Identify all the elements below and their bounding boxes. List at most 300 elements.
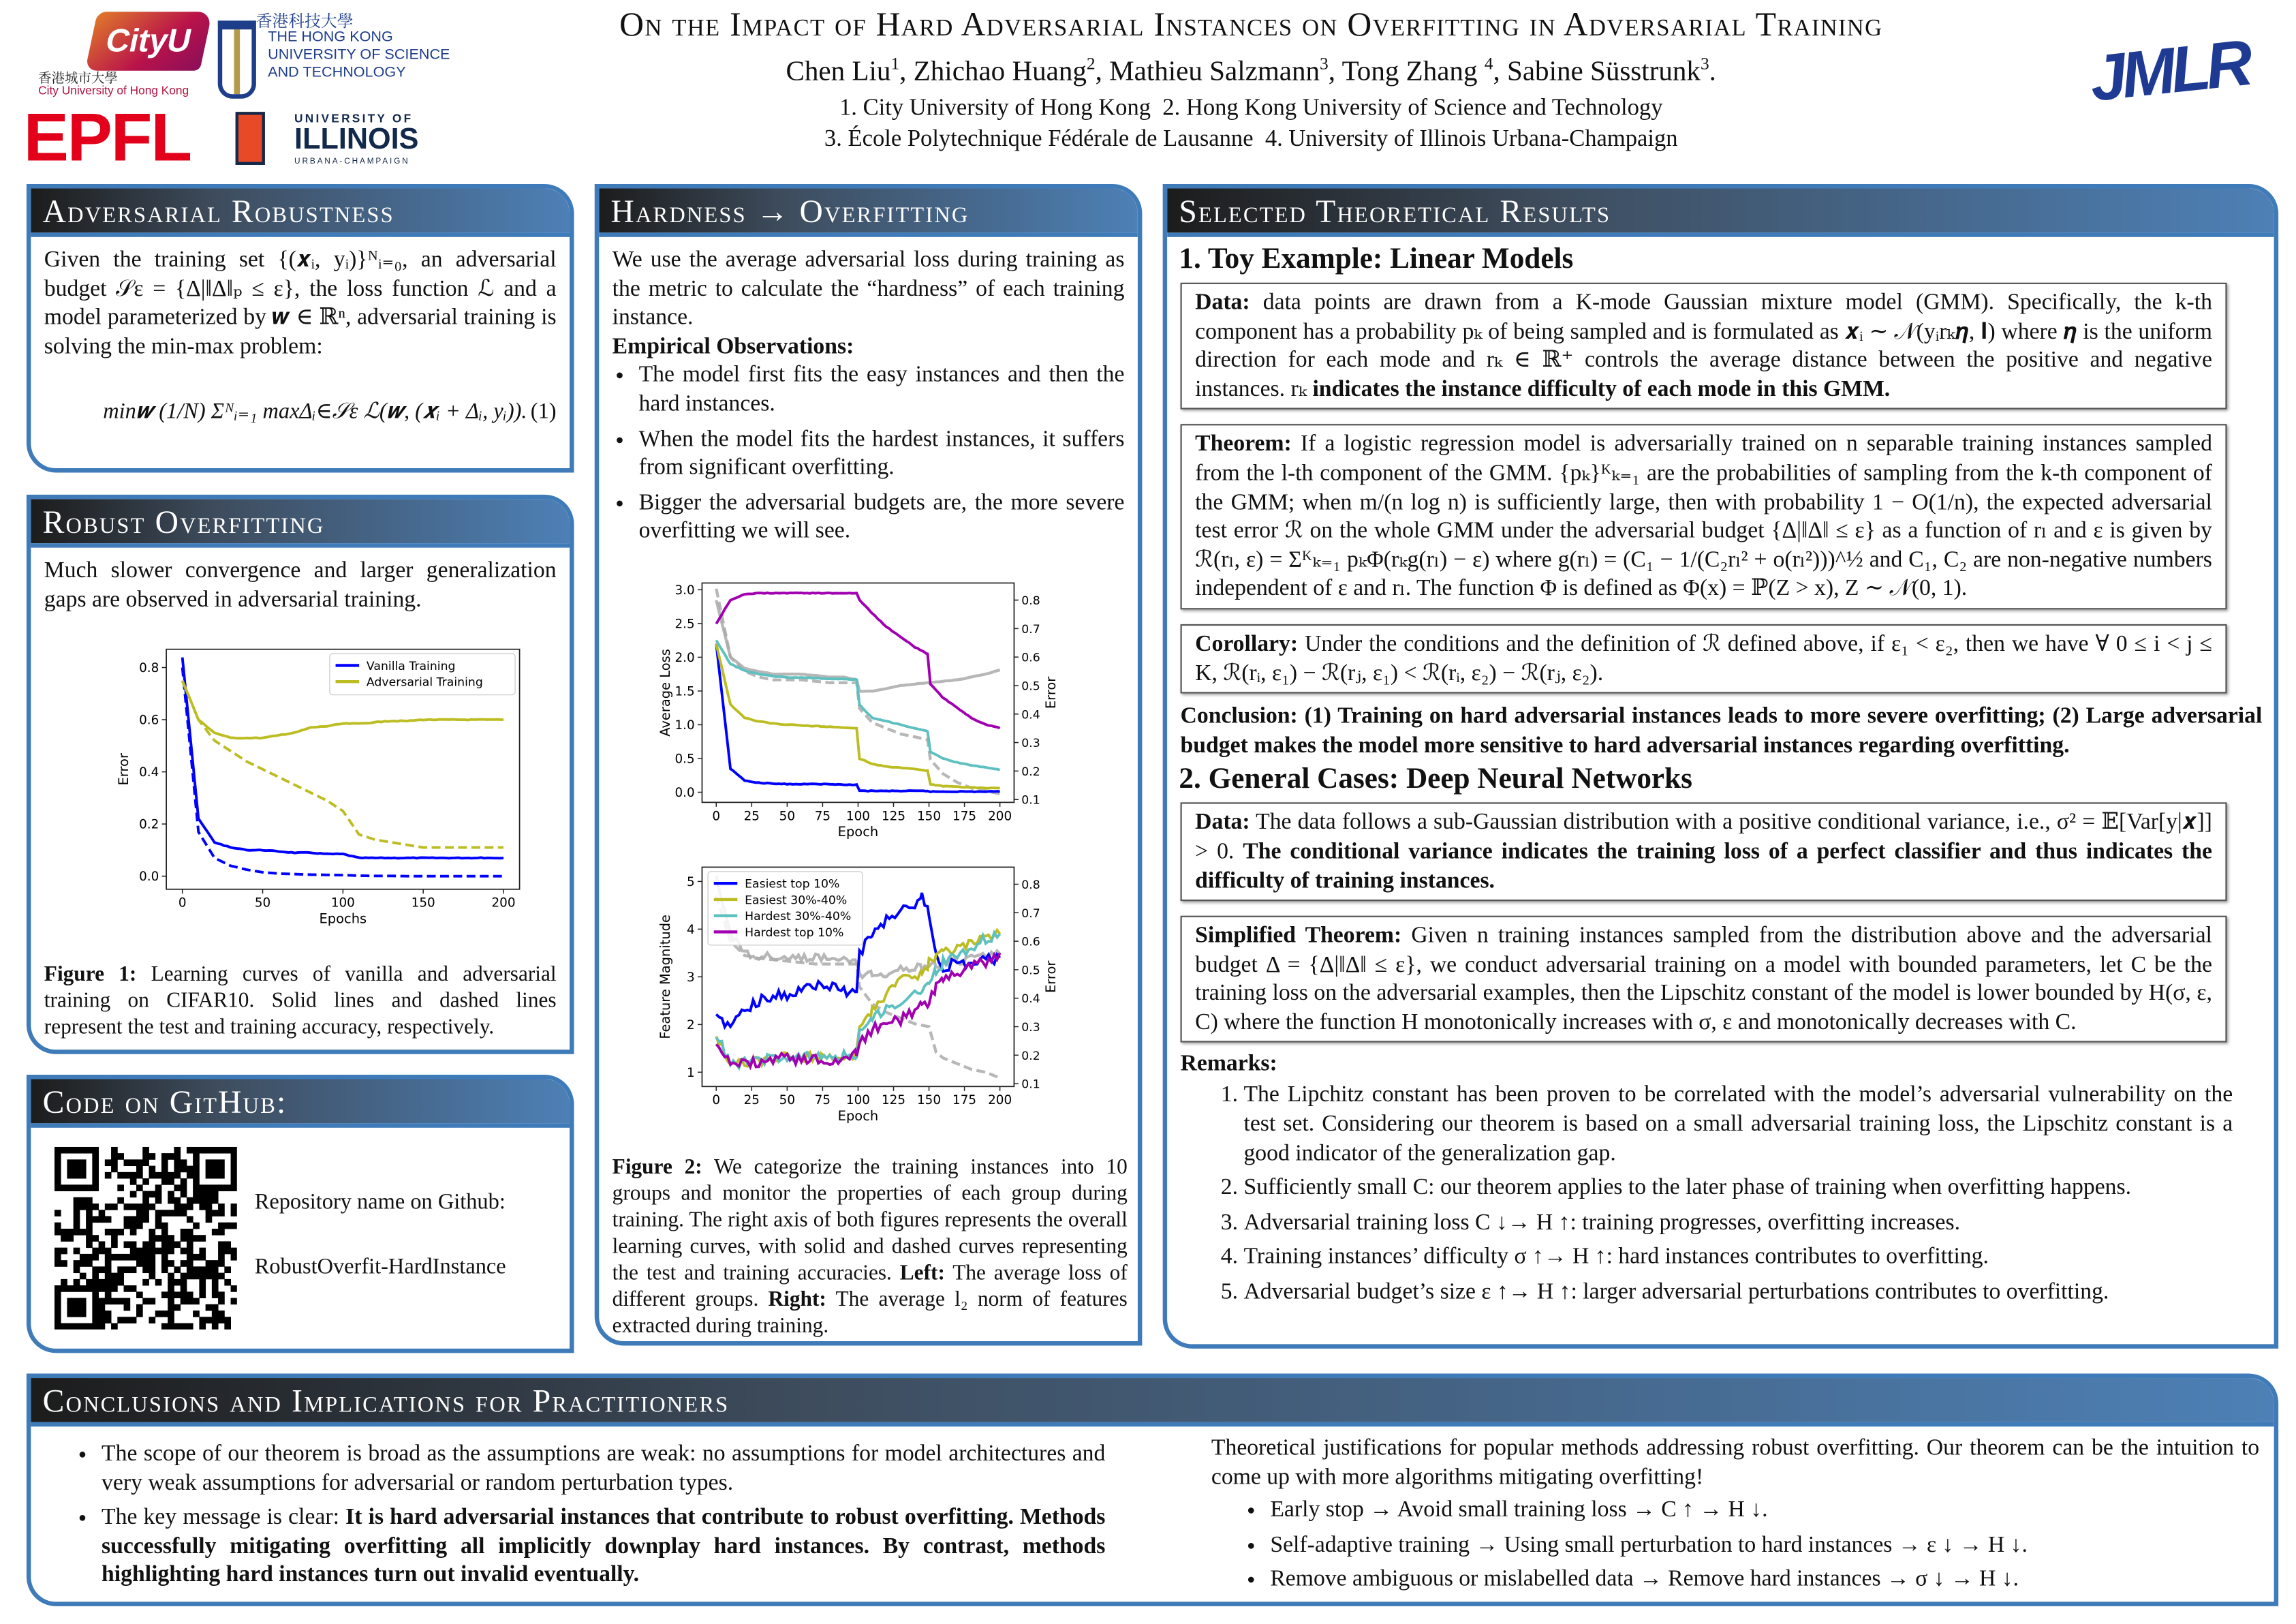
x-tick-label: 150 [917, 809, 942, 824]
qr-module [92, 1254, 99, 1261]
qr-module [181, 1178, 187, 1185]
list-item: • Self-adaptive training → Using small perturbation to hard instances → ε ↓ → H ↓. [1270, 1531, 2259, 1559]
qr-module [174, 1323, 181, 1330]
qr-module [86, 1241, 93, 1248]
qr-module [105, 1298, 112, 1305]
qr-module [142, 1159, 149, 1166]
subsection-title: 2. General Cases: Deep Neural Networks [1179, 763, 1692, 796]
qr-module [193, 1298, 200, 1305]
qr-module [92, 1172, 99, 1179]
qr-module [149, 1273, 155, 1280]
qr-module [193, 1266, 200, 1273]
qr-module [168, 1241, 174, 1248]
qr-module [99, 1285, 106, 1292]
qr-module [206, 1197, 213, 1204]
remarks-list [1194, 1082, 2233, 1307]
qr-module [181, 1260, 187, 1267]
list-item: • The model first fits the easy instances and then the hard instances. [639, 361, 1125, 419]
qr-module [187, 1291, 193, 1298]
qr-module [99, 1311, 106, 1317]
qr-module [74, 1260, 80, 1267]
qr-module [142, 1178, 149, 1185]
qr-module [218, 1229, 225, 1236]
qr-module [80, 1172, 87, 1179]
y-tick-label: 5 [686, 874, 695, 889]
qr-module [174, 1166, 181, 1173]
qr-module [212, 1197, 219, 1204]
qr-module [161, 1210, 168, 1216]
qr-module [99, 1279, 106, 1286]
qr-module [86, 1216, 93, 1223]
qr-module [155, 1235, 162, 1242]
qr-module [231, 1248, 237, 1255]
qr-module [181, 1248, 187, 1255]
qr-module [212, 1166, 219, 1173]
qr-module [105, 1317, 112, 1323]
qr-module [130, 1172, 137, 1179]
qr-module [92, 1153, 99, 1160]
qr-module [136, 1216, 143, 1223]
qr-module [231, 1178, 237, 1185]
qr-module [199, 1254, 206, 1261]
qr-module [199, 1317, 206, 1323]
qr-module [92, 1178, 99, 1185]
qr-module [124, 1216, 131, 1223]
x-tick-label: 175 [952, 809, 977, 824]
qr-module [206, 1147, 213, 1154]
qr-module [142, 1147, 149, 1154]
y-axis-label: Feature Magnitude [657, 915, 673, 1039]
legend-label: Easiest 30%-40% [745, 893, 848, 908]
qr-module [92, 1166, 99, 1173]
qr-module [199, 1291, 206, 1298]
qr-module [130, 1254, 137, 1261]
qr-module [124, 1172, 131, 1179]
qr-module [224, 1223, 231, 1229]
qr-module [168, 1191, 174, 1198]
qr-module [231, 1204, 237, 1210]
qr-module [142, 1279, 149, 1286]
qr-module [168, 1291, 174, 1298]
qr-module [74, 1147, 80, 1154]
qr-module [80, 1229, 87, 1236]
qr-module [168, 1197, 174, 1204]
legend-label: Vanilla Training [366, 659, 456, 673]
qr-module [206, 1159, 213, 1166]
observations-title: Empirical Observations: [612, 333, 854, 359]
qr-module [149, 1235, 155, 1242]
section-title: Adversarial Robustness [31, 189, 570, 237]
qr-module [231, 1159, 237, 1166]
qr-module [142, 1241, 149, 1248]
qr-module [206, 1191, 213, 1198]
list-item: • Remove ambiguous or mislabelled data → Remove hard instances → σ ↓ → H ↓. [1270, 1565, 2259, 1594]
qr-module [74, 1304, 80, 1311]
qr-module [181, 1204, 187, 1210]
list-item: • Early stop → Avoid small training loss → C ↑ → H ↓. [1270, 1496, 2259, 1525]
affiliations-line-1: 1. City University of Hong Kong 2. Hong Kong University of Science and Technology [839, 95, 1663, 121]
qr-module [74, 1285, 80, 1292]
list-item: • When the model fits the hardest instances, it suffers from significant overfitting. [639, 425, 1125, 482]
qr-module [181, 1291, 187, 1298]
x-tick-label: 100 [330, 895, 355, 910]
qr-module [74, 1323, 80, 1330]
qr-module [212, 1147, 219, 1154]
qr-module [142, 1298, 149, 1305]
qr-module [161, 1323, 168, 1330]
qr-module [174, 1241, 181, 1248]
qr-module [224, 1266, 231, 1273]
robust-overfitting-section [27, 495, 574, 1054]
qr-module [187, 1147, 193, 1154]
qr-module [111, 1204, 118, 1210]
qr-module [111, 1235, 118, 1242]
qr-module [206, 1304, 213, 1311]
qr-module [181, 1210, 187, 1216]
qr-module [218, 1317, 225, 1323]
qr-module [130, 1159, 137, 1166]
qr-module [74, 1229, 80, 1236]
qr-module [168, 1178, 174, 1185]
qr-module [92, 1317, 99, 1323]
author-list: Chen Liu$^1$, Zhichao Huang$^2$, Mathieu Salzmann$^3$, Tong Zhang $^4$, Sabine Süsstrunk$^3$. [786, 54, 1716, 88]
qr-module [74, 1210, 80, 1216]
qr-module [105, 1311, 112, 1317]
figure-2-left-chart [643, 574, 1085, 847]
qr-module [174, 1266, 181, 1273]
qr-module [193, 1178, 200, 1185]
qr-module [181, 1229, 187, 1236]
y-tick-label: 1.5 [674, 684, 695, 699]
qr-module [199, 1285, 206, 1292]
qr-module [55, 1172, 61, 1179]
qr-module [206, 1260, 213, 1267]
qr-module [136, 1291, 143, 1298]
x-tick-label: 50 [779, 1093, 796, 1108]
qr-module [86, 1254, 93, 1261]
qr-module [130, 1204, 137, 1210]
qr-module [168, 1210, 174, 1216]
qr-module [187, 1298, 193, 1305]
x-axis-label: Epochs [319, 910, 367, 927]
qr-module [80, 1204, 87, 1210]
equation-number: (1) [530, 401, 557, 425]
qr-module [55, 1260, 61, 1267]
minmax-equation-row [44, 399, 557, 428]
qr-module [92, 1216, 99, 1223]
x-tick-label: 150 [917, 1093, 942, 1108]
qr-module [80, 1184, 87, 1191]
qr-module [174, 1291, 181, 1298]
qr-module [193, 1254, 200, 1261]
qr-module [168, 1153, 174, 1160]
qr-module [117, 1317, 124, 1323]
theorem-box: Theorem: If a logistic regression model is adversarially trained on n separable training instances sampled from the l-th component of the GMM. {pₖ}ᴷₖ₌₁ are the probabilities of sampling from the k-th component of the GMM; when m/(n log n) is sufficiently large, then with probability 1 − O(1/n), the expected adversarial test error ℛ on the whole GMM under the adversarial budget {Δ|‖Δ‖ ≤ ε} as a function of rₗ and ε is given by ℛ(rₗ, ε) = Σᴷₖ₌₁ pₖΦ(rₖg(rₗ) − ε) where g(rₗ) = (C₁ − 1/(C₂rₗ² + o(rₗ²)))^½ and C₁, C₂ are non-negative numbers independent of ε and rₗ. The function Φ is defined as Φ(x) = ℙ(Z > x), Z ∼ 𝒩(0, 1). [1181, 425, 2227, 609]
qr-module [187, 1323, 193, 1330]
qr-module [136, 1210, 143, 1216]
qr-module [86, 1184, 93, 1191]
qr-module [117, 1172, 124, 1179]
qr-module [124, 1304, 131, 1311]
qr-module [231, 1210, 237, 1216]
repo-label: Repository name on Github: [254, 1191, 506, 1215]
qr-module [224, 1279, 231, 1286]
qr-module [155, 1223, 162, 1229]
qr-module [105, 1266, 112, 1273]
qr-module [67, 1304, 74, 1311]
y-tick-label: 4 [686, 922, 695, 937]
x-tick-label: 200 [988, 809, 1012, 824]
qr-module [149, 1172, 155, 1179]
qr-module [187, 1248, 193, 1255]
section-title: Code on GitHub: [31, 1079, 570, 1127]
qr-module [105, 1285, 112, 1292]
qr-module [111, 1273, 118, 1280]
qr-module [142, 1266, 149, 1273]
qr-module [212, 1266, 219, 1273]
qr-module [99, 1323, 106, 1330]
qr-module [193, 1311, 200, 1317]
qr-module [99, 1317, 106, 1323]
qr-module [174, 1147, 181, 1154]
qr-module [86, 1235, 93, 1242]
qr-module [187, 1260, 193, 1267]
qr-module [92, 1147, 99, 1154]
qr-module [155, 1279, 162, 1286]
qr-module [174, 1184, 181, 1191]
qr-module [181, 1235, 187, 1242]
y-tick-label: 2.5 [674, 617, 695, 632]
qr-module [231, 1153, 237, 1160]
qr-module [117, 1229, 124, 1236]
qr-module [187, 1197, 193, 1204]
qr-module [105, 1273, 112, 1280]
qr-module [212, 1291, 219, 1298]
qr-module [181, 1323, 187, 1330]
qr-module [149, 1260, 155, 1267]
qr-module [61, 1279, 67, 1286]
qr-module [212, 1184, 219, 1191]
qr-module [174, 1159, 181, 1166]
cityu-logo: CityU 香港城市大學 City University of Hong Kong [38, 3, 207, 100]
y-tick-label: 3.0 [674, 583, 695, 598]
code-section [27, 1075, 574, 1353]
qr-module [74, 1248, 80, 1255]
qr-module [55, 1304, 61, 1311]
qr-module [149, 1241, 155, 1248]
qr-module [111, 1153, 118, 1160]
qr-module [80, 1298, 87, 1305]
qr-module [55, 1184, 61, 1191]
qr-module [231, 1166, 237, 1173]
x-tick-label: 100 [846, 1093, 870, 1108]
qr-module [187, 1254, 193, 1261]
qr-module [117, 1197, 124, 1204]
y-tick-label: 2 [686, 1017, 695, 1032]
figure-2-caption: Figure 2: We categorize the training instances into 10 groups and monitor the properties of each group during training. The right axis of both figures represents the overall learning curves, with solid and dashed curves representing the test and training accuracies. Left: The average loss of different groups. Right: The average l₂ norm of features extracted during training. [612, 1155, 1128, 1338]
qr-module [161, 1241, 168, 1248]
qr-module [199, 1279, 206, 1286]
series-line [183, 681, 503, 848]
y-tick-label: 0.6 [139, 713, 159, 728]
qr-module [155, 1172, 162, 1179]
qr-module [161, 1254, 168, 1261]
qr-module [181, 1273, 187, 1280]
qr-module [92, 1323, 99, 1330]
qr-module [231, 1298, 237, 1305]
qr-module [218, 1273, 225, 1280]
qr-module [74, 1166, 80, 1173]
qr-module [80, 1147, 87, 1154]
qr-module [187, 1166, 193, 1173]
epfl-logo: EPFL [23, 98, 191, 176]
qr-module [168, 1172, 174, 1179]
author: Chen Liu [786, 56, 891, 88]
qr-module [212, 1260, 219, 1267]
author: Tong Zhang [1341, 56, 1478, 88]
qr-module [92, 1266, 99, 1273]
qr-module [111, 1298, 118, 1305]
qr-module [111, 1279, 118, 1286]
qr-module [193, 1184, 200, 1191]
y2-tick-label: 0.7 [1021, 906, 1040, 921]
x-axis-label: Epoch [837, 1107, 879, 1124]
x-tick-label: 0 [178, 895, 187, 910]
qr-module [212, 1210, 219, 1216]
qr-code[interactable] [55, 1147, 237, 1330]
qr-module [105, 1204, 112, 1210]
qr-module [86, 1285, 93, 1292]
qr-module [142, 1191, 149, 1198]
qr-module [212, 1229, 219, 1236]
qr-module [117, 1184, 124, 1191]
qr-module [142, 1204, 149, 1210]
qr-module [105, 1216, 112, 1223]
qr-module [86, 1210, 93, 1216]
qr-module [161, 1235, 168, 1242]
repo-name[interactable]: RobustOverfit-HardInstance [254, 1255, 506, 1280]
qr-module [161, 1153, 168, 1160]
poster-title: On the Impact of Hard Adversarial Instances on Overfitting in Adversarial Training [619, 5, 1883, 43]
list-item: 5. Adversarial budget’s size ε ↑→ H ↑: larger adversarial perturbations contributes to overfitting. [1243, 1278, 2233, 1306]
qr-module [212, 1317, 219, 1323]
qr-module [168, 1285, 174, 1292]
qr-module [136, 1254, 143, 1261]
qr-module [199, 1184, 206, 1191]
qr-module [231, 1147, 237, 1154]
qr-module [80, 1260, 87, 1267]
qr-module [142, 1216, 149, 1223]
author: Zhichao Huang [913, 56, 1087, 88]
y2-axis-label: Error [1042, 960, 1059, 994]
qr-module [161, 1260, 168, 1267]
x-tick-label: 75 [814, 809, 831, 824]
qr-module [149, 1317, 155, 1323]
qr-module [142, 1248, 149, 1255]
y-tick-label: 0.5 [674, 752, 695, 767]
qr-module [224, 1147, 231, 1154]
y-tick-label: 1 [686, 1065, 695, 1080]
section-title: Hardness → Overfitting [599, 189, 1138, 237]
qr-module [74, 1216, 80, 1223]
qr-module [199, 1204, 206, 1210]
overfitting-text: Much slower convergence and larger generalization gaps are observed in adversarial training. [44, 557, 557, 612]
qr-module [124, 1241, 131, 1248]
qr-module [181, 1159, 187, 1166]
qr-module [86, 1323, 93, 1330]
qr-module [124, 1254, 131, 1261]
qr-module [206, 1210, 213, 1216]
qr-module [74, 1279, 80, 1286]
qr-module [199, 1191, 206, 1198]
figure-1-caption: Figure 1: Learning curves of vanilla and adversarial training on CIFAR10. Solid lines and dashed lines represent the test and training accuracy, respectively. [44, 962, 557, 1040]
qr-module [168, 1298, 174, 1305]
qr-module [111, 1241, 118, 1248]
qr-module [212, 1273, 219, 1280]
remarks-title: Remarks: [1180, 1052, 1277, 1077]
qr-module [149, 1204, 155, 1210]
qr-module [99, 1248, 106, 1255]
qr-module [67, 1166, 74, 1173]
y-tick-label: 1.0 [674, 718, 695, 733]
qr-module [92, 1304, 99, 1311]
qr-module [218, 1172, 225, 1179]
qr-module [231, 1184, 237, 1191]
qr-module [55, 1178, 61, 1185]
x-tick-label: 125 [881, 1093, 906, 1108]
qr-module [67, 1311, 74, 1317]
qr-module [149, 1191, 155, 1198]
simplified-theorem-box: Simplified Theorem: Given n training instances sampled from the distribution above and the adversarial budget Δ = {Δ|‖Δ‖ ≤ ε}, we conduct adversarial training on a model with bounded parameters, let C be the training loss on the adversarial examples, then the Lipschitz constant of the model is lower bounded by H(σ, ε, C) where the function H monotonically increases with σ, ε and monotonically decreases with C. [1181, 916, 2227, 1043]
y2-tick-label: 0.8 [1021, 878, 1040, 892]
qr-module [181, 1285, 187, 1292]
qr-module [168, 1311, 174, 1317]
qr-module [206, 1204, 213, 1210]
y2-axis-label: Error [1042, 676, 1059, 709]
affiliations-line-2: 3. École Polytechnique Fédérale de Lausanne 4. University of Illinois Urbana-Champaign [824, 126, 1678, 152]
qr-module [86, 1204, 93, 1210]
qr-module [130, 1241, 137, 1248]
theory-section [1163, 184, 2279, 1349]
qr-module [92, 1291, 99, 1298]
qr-module [130, 1223, 137, 1229]
qr-module [86, 1260, 93, 1267]
qr-module [206, 1216, 213, 1223]
implications-intro: Theoretical justifications for popular methods addressing robust overfitting. Our theorem can be the intuition to come up with more algorithms mitigating overfitting! [1211, 1435, 2260, 1490]
qr-module [161, 1229, 168, 1236]
qr-module [99, 1216, 106, 1223]
qr-module [212, 1304, 219, 1311]
qr-module [130, 1317, 137, 1323]
data-box-dnn: Data: The data follows a sub-Gaussian distribution with a positive conditional variance, i.e., σ² = 𝔼[Var[y|𝒙]] > 0. The conditional variance indicates the training loss of a perfect classifier and thus indicates the difficulty of training instances. [1181, 803, 2227, 901]
qr-module [61, 1235, 67, 1242]
qr-module [199, 1323, 206, 1330]
qr-module [218, 1248, 225, 1255]
qr-module [218, 1184, 225, 1191]
section-title: Robust Overfitting [31, 499, 570, 547]
qr-module [168, 1279, 174, 1286]
conclusions-section [27, 1374, 2278, 1606]
qr-module [187, 1172, 193, 1179]
qr-module [80, 1323, 87, 1330]
qr-module [92, 1279, 99, 1286]
y2-tick-label: 0.1 [1021, 793, 1040, 808]
qr-module [212, 1191, 219, 1198]
corollary-box: Corollary: Under the conditions and the definition of ℛ defined above, if ε₁ < ε₂, then we have ∀ 0 ≤ i < j ≤ K, ℛ(rᵢ, ε₁) − ℛ(rⱼ, ε₁) < ℛ(rᵢ, ε₂) − ℛ(rⱼ, ε₂). [1181, 624, 2227, 694]
qr-module [187, 1229, 193, 1236]
qr-module [55, 1298, 61, 1305]
qr-module [80, 1166, 87, 1173]
